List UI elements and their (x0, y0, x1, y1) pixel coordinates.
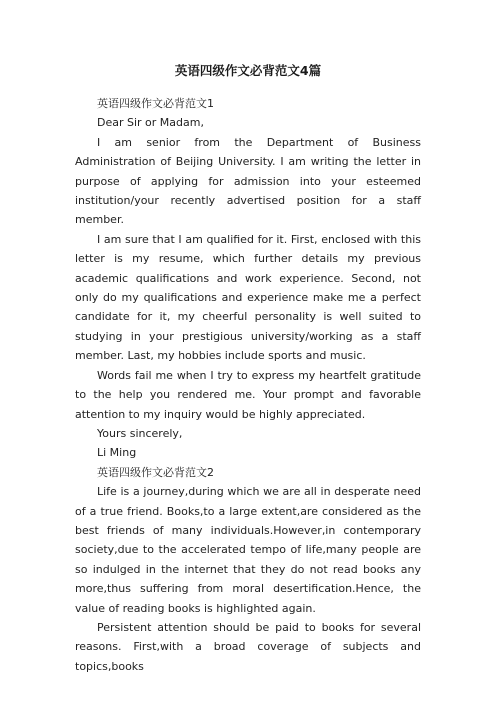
paragraph: I am sure that I am qualified for it. First, enclosed with this letter is my resume, which further details my previous academic qualifications and work experience. Second, not only do my qualifications and experience make me a perfect candidate for it, my cheerful personality is well suited to studying in your prestigious university/working as a staff member. Last, my hobbies include sports and music. (75, 232, 421, 363)
letter-salutation: Dear Sir or Madam, (97, 116, 204, 130)
paragraph: I am senior from the Department of Business Administration of Beijing University. I am writing the letter in purpose of applying for admission into your esteemed institution/your recently advertised position for a staff member. (75, 135, 421, 227)
section-heading-2: 英语四级作文必背范文2 (97, 465, 214, 479)
document-title: 英语四级作文必背范文4篇 (174, 63, 322, 78)
document-body (75, 94, 421, 676)
paragraph: Words fail me when I try to express my heartfelt gratitude to the help you rendered me. Your prompt and favorable attention to my inquiry would be highly appreciated. (75, 368, 421, 421)
section-heading-1: 英语四级作文必背范文1 (97, 97, 214, 110)
paragraph: Persistent attention should be paid to books for several reasons. First,with a broad coverage of subjects and topics,books (75, 620, 421, 673)
letter-signature: Li Ming (97, 446, 137, 460)
paragraph: Life is a journey,during which we are all in desperate need of a true friend. Books,to a large extent,are considered as the best friends of many individuals.However,in contemporary society,due to the accelerated tempo of life,many people are so indulged in the internet that they do not read books any more,thus suffering from moral desertification.Hence, the value of reading books is highlighted again. (75, 485, 421, 615)
letter-closing: Yours sincerely, (97, 426, 183, 440)
